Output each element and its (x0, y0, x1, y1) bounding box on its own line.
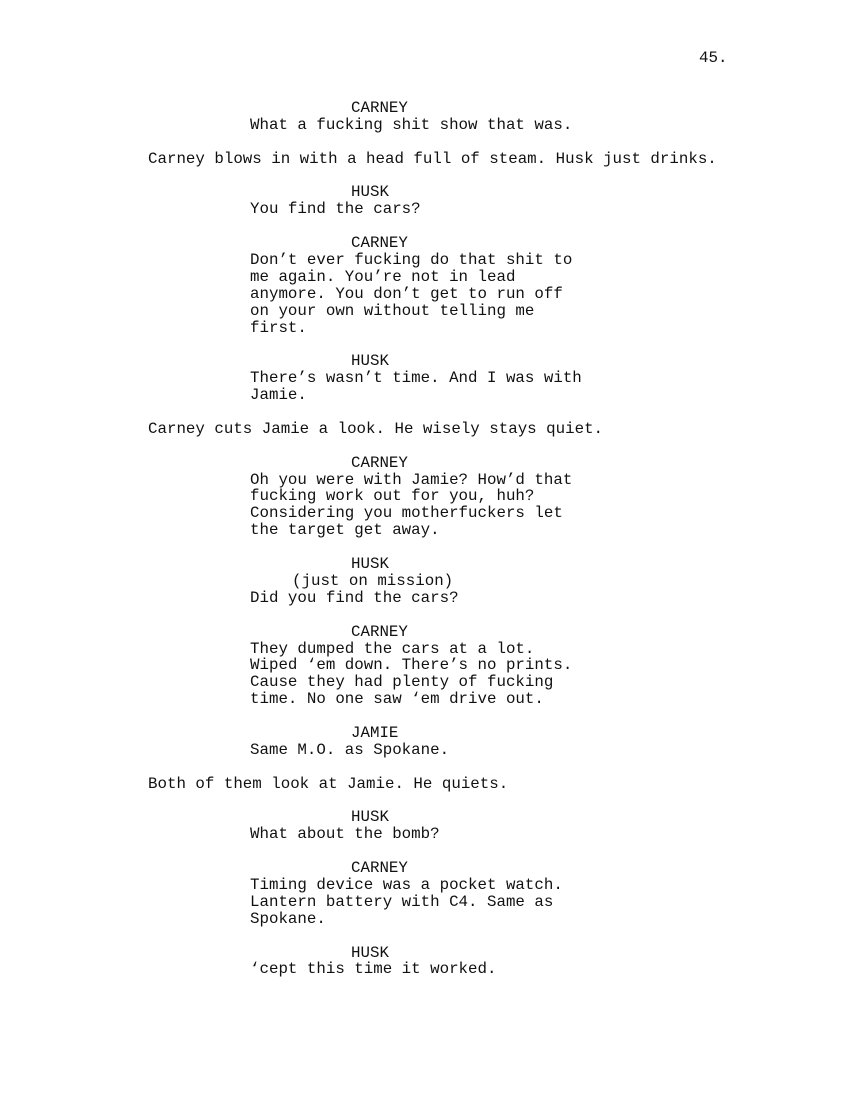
character-cue: CARNEY (351, 453, 408, 472)
dialogue-line: Timing device was a pocket watch. (250, 875, 563, 894)
page-number: 45. (699, 49, 728, 67)
dialogue-line: Wiped ‘em down. There’s no prints. (250, 656, 573, 675)
dialogue-line: ‘cept this time it worked. (250, 960, 497, 979)
dialogue-line: Don’t ever fucking do that shit to (250, 251, 573, 270)
blank-line (0, 218, 854, 235)
character-cue: HUSK (351, 352, 389, 371)
blank-line (0, 928, 854, 945)
dialogue-line: There’s wasn’t time. And I was with (250, 369, 582, 388)
blank-line (0, 404, 854, 421)
dialogue-line: What a fucking shit show that was. (250, 115, 573, 134)
dialogue-line: me again. You’re not in lead (250, 267, 516, 286)
blank-line (0, 607, 854, 624)
character-cue: HUSK (351, 183, 389, 202)
character-cue: CARNEY (351, 99, 408, 117)
dialogue-line: What about the bomb? (250, 825, 440, 844)
parenthetical: (just on mission) (292, 571, 454, 590)
dialogue-line: They dumped the cars at a lot. (250, 639, 535, 658)
dialogue-line: the target get away. (250, 521, 440, 540)
dialogue-line: Considering you motherfuckers let (250, 504, 563, 523)
blank-line (0, 793, 854, 810)
character-cue: CARNEY (351, 622, 408, 641)
dialogue-line: time. No one saw ‘em drive out. (250, 690, 544, 709)
dialogue-line: first. (250, 318, 307, 337)
screenplay-body (0, 100, 854, 978)
blank-line (0, 708, 854, 725)
character-cue: HUSK (351, 555, 389, 574)
dialogue-line: Spokane. (250, 909, 326, 928)
blank-line (0, 843, 854, 860)
blank-line (0, 759, 854, 776)
dialogue-line: Jamie. (250, 386, 307, 405)
action-line: Carney blows in with a head full of steam. Husk just drinks. (148, 149, 717, 168)
blank-line (0, 438, 854, 455)
character-cue: CARNEY (351, 234, 408, 253)
character-cue: CARNEY (351, 859, 408, 878)
blank-line (0, 168, 854, 185)
dialogue-line: Did you find the cars? (250, 588, 459, 607)
character-cue: HUSK (351, 808, 389, 827)
dialogue-line: Cause they had plenty of fucking (250, 673, 554, 692)
dialogue-line: fucking work out for you, huh? (250, 487, 535, 506)
character-cue: JAMIE (351, 723, 399, 742)
dialogue-line: anymore. You don’t get to run off (250, 284, 563, 303)
blank-line (0, 134, 854, 151)
blank-line (0, 539, 854, 556)
action-line: Both of them look at Jamie. He quiets. (148, 774, 509, 793)
action-line: Carney cuts Jamie a look. He wisely stays quiet. (148, 419, 604, 438)
dialogue-line: Same M.O. as Spokane. (250, 740, 450, 759)
character-cue: HUSK (351, 943, 389, 962)
dialogue-line: on your own without telling me (250, 301, 535, 320)
blank-line (0, 336, 854, 353)
dialogue-line: You find the cars? (250, 200, 421, 219)
dialogue-line: Lantern battery with C4. Same as (250, 892, 554, 911)
dialogue-line: Oh you were with Jamie? How’d that (250, 470, 573, 489)
